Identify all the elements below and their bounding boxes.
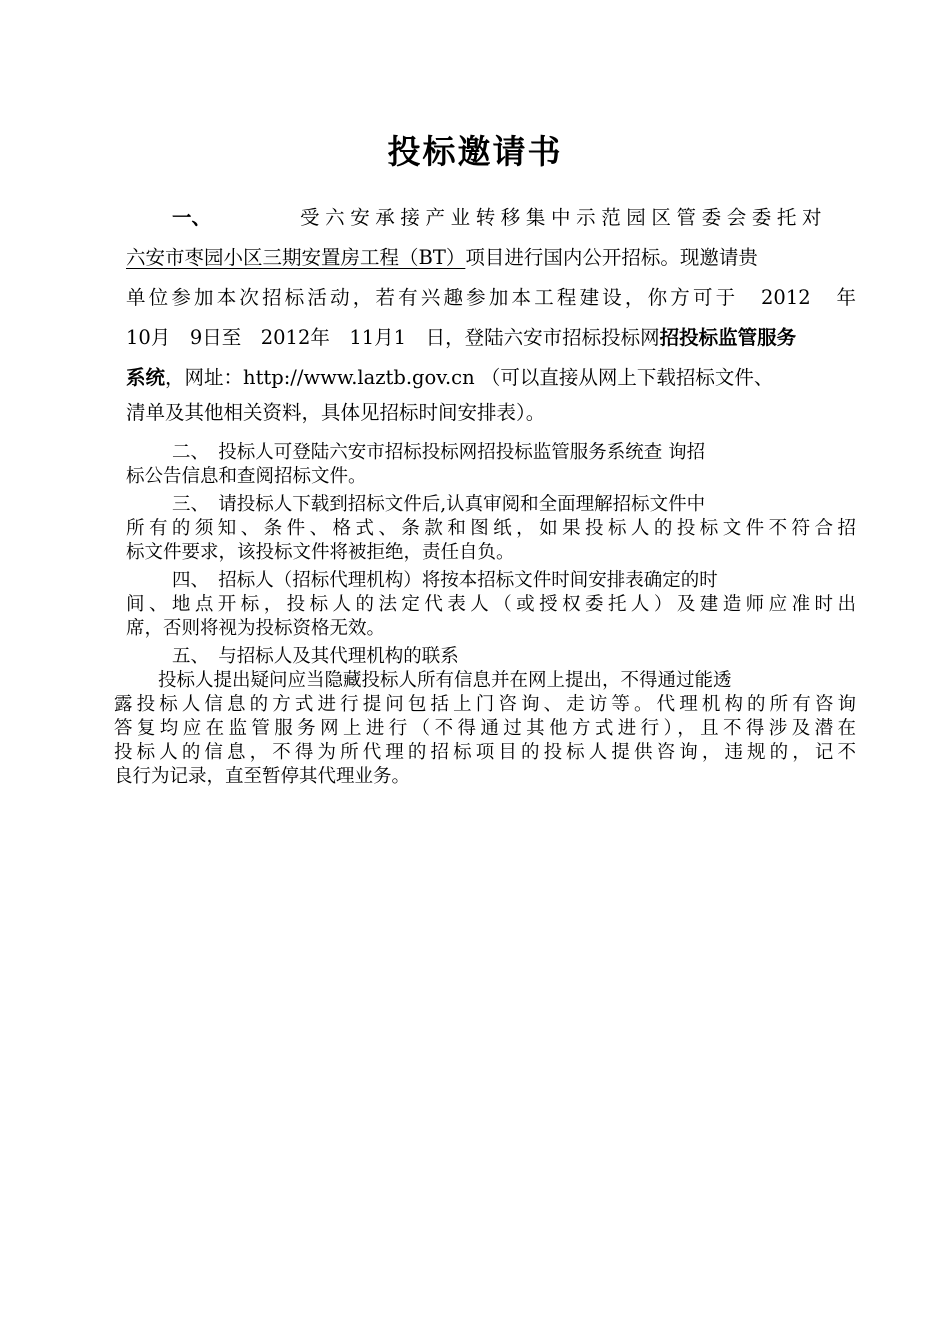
project-name: 六安市枣园小区三期安置房工程（BT） <box>126 246 466 269</box>
item3-line1: 三、 请投标人下载到招标文件后,认真审阅和全面理解招标文件中 <box>172 494 706 515</box>
item1-line4 <box>126 326 856 350</box>
item1-url-text: ，网址：http://www.laztb.gov.cn （可以直接从网上下载招标文件、 <box>165 366 774 389</box>
item4-line3: 席，否则将视为投标资格无效。 <box>126 618 386 639</box>
item1-line5 <box>126 366 856 390</box>
item1-text1: 受六安承接产业转移集中示范园区管委会委托对 <box>300 206 828 229</box>
item5-para-line2: 露投标人信息的方式进行提问包括上门咨询、走访等。代理机构的所有咨询 <box>114 694 856 715</box>
item1-line2 <box>126 246 856 270</box>
item1-marker: 一、 <box>172 206 212 229</box>
item2-line1: 二、 投标人可登陆六安市招标投标网招投标监管服务系统查 询招 <box>172 442 706 463</box>
item1-system-bold-2: 系统 <box>126 366 166 389</box>
item1-line6: 清单及其他相关资料，具体见招标时间安排表）。 <box>126 401 546 424</box>
item1-text2: 项目进行国内公开招标。现邀请贵 <box>465 246 758 269</box>
item2-line2: 标公告信息和查阅招标文件。 <box>126 466 367 487</box>
document-title: 投标邀请书 <box>387 132 563 171</box>
item5-para-line1: 投标人提出疑问应当隐藏投标人所有信息并在网上提出，不得通过能透 <box>158 670 732 691</box>
item5-para-line4: 投标人的信息，不得为所代理的招标项目的投标人提供咨询，违规的，记不 <box>114 742 856 763</box>
item4-line1: 四、 招标人（招标代理机构）将按本招标文件时间安排表确定的时 <box>172 570 718 591</box>
item4-line2: 间、地点开标，投标人的法定代表人（或授权委托人）及建造师应准时出 <box>126 594 856 615</box>
item1-system-bold: 招投标监管服务 <box>659 326 797 349</box>
item1-date-text: 10月 9日至 2012年 11月1 日，登陆六安市招标投标网 <box>126 326 660 349</box>
item5-heading: 五、 与招标人及其代理机构的联系 <box>172 646 459 667</box>
item3-line2: 所有的须知、条件、格式、条款和图纸，如果投标人的投标文件不符合招 <box>126 518 856 539</box>
item5-para-line3: 答复均应在监管服务网上进行（不得通过其他方式进行），且不得涉及潜在 <box>114 718 856 739</box>
item5-para-line5: 良行为记录，直至暂停其代理业务。 <box>114 766 411 787</box>
item3-line3: 标文件要求，该投标文件将被拒绝，责任自负。 <box>126 542 515 563</box>
item1-line3: 单位参加本次招标活动，若有兴趣参加本工程建设，你方可于 2012 年 <box>126 286 856 309</box>
